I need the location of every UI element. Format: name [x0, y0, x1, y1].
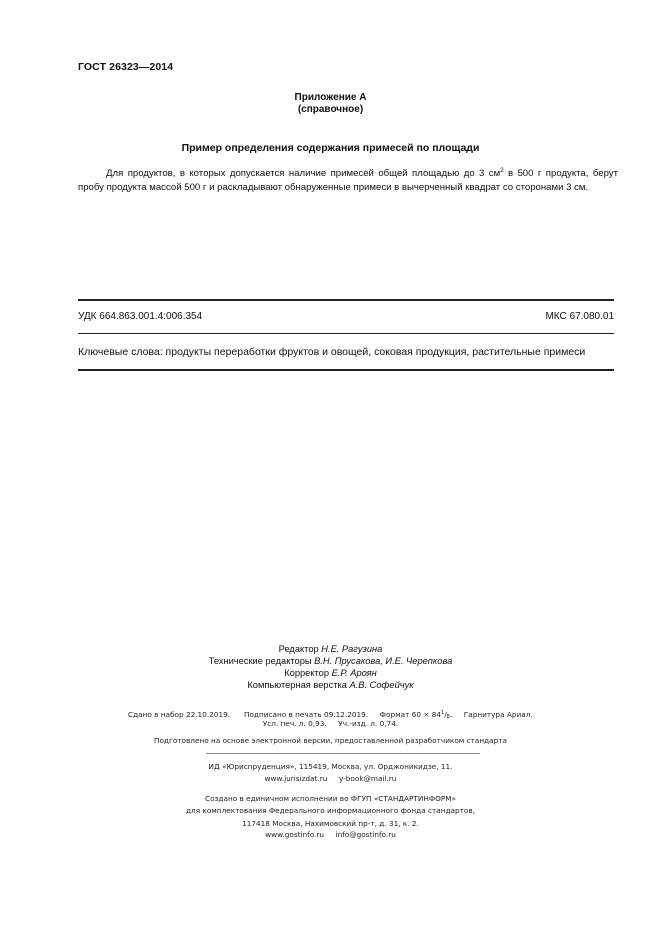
paragraph-text-2: в 500 г продукта, берут пробу продукта массой 500 г и раскладывают обнаруженные примеси в вычерченный квадрат со сторонами 3 см. [78, 168, 618, 193]
imprint-set-date: Сдано в набор 22.10.2019. [128, 710, 231, 719]
imprint-sign-date: Подписано в печать 09.12.2019. [243, 710, 369, 719]
separator-line [206, 753, 480, 754]
publisher-address-2: 117418 Москва, Нахимовский пр-т, д. 31, к. 2. [242, 819, 419, 828]
udk-code: УДК 664.863.001.4:006.354 [78, 311, 203, 322]
imprint-typeface: Гарнитура Ариал. [463, 710, 533, 719]
mks-code: МКС 67.080.01 [545, 311, 614, 322]
publisher-fund: для комплектования Федерального информационного фонда стандартов, [186, 806, 475, 815]
publisher-contacts: www.jurisizdat.ru y-book@mail.ru [264, 774, 397, 783]
paragraph-text-1: Для продуктов, в которых допускается наличие примесей общей площадью до 3 см [106, 168, 501, 179]
imprint-format: Формат $60 \times 84^1/_8$. [379, 710, 453, 720]
divider-bottom [78, 369, 614, 371]
format-numerator: 1 [441, 710, 445, 716]
editor-label: Редактор [278, 644, 322, 654]
body-paragraph [78, 167, 618, 195]
credits-editor [0, 643, 661, 656]
tech-names: В.Н. Прусакова, И.Е. Черепкова [314, 656, 453, 666]
section-title: Пример определения содержания примесей по площади [181, 142, 480, 154]
imprint-line-3: Подготовлено на основе электронной версии, предоставленной разработчиком стандарта [153, 736, 508, 745]
format-denominator: 8 [446, 714, 450, 720]
layout-name: А.В. Софейчук [349, 680, 414, 690]
editor-name: Н.Е. Рагузина [321, 644, 383, 654]
credits-corrector [0, 667, 661, 680]
credits-tech-editors [0, 655, 661, 668]
publisher-created: Создано в единичном исполнении во ФГУП «СТАНДАРТИНФОРМ» [204, 794, 457, 803]
corrector-label: Корректор [284, 668, 332, 678]
divider-top [78, 299, 614, 301]
imprint-format-text: Формат 60 × 84 [379, 710, 442, 719]
tech-label: Технические редакторы [208, 656, 315, 666]
publisher-address: ИД «Юриспруденция», 115419, Москва, ул. Орджоникидзе, 11. [208, 762, 453, 771]
publisher-contacts-2: www.gostinfo.ru info@gostinfo.ru [265, 830, 396, 839]
divider-middle [78, 333, 614, 334]
corrector-name: Е.Р. Ароян [331, 668, 377, 678]
appendix-title: Приложение А [294, 92, 367, 103]
imprint-line-2: Усл. печ. л. 0,93. Уч.-изд. л. 0,74. [262, 719, 399, 728]
appendix-subtitle: (справочное) [297, 104, 364, 115]
document-code: ГОСТ 26323—2014 [78, 61, 174, 73]
credits-layout [0, 679, 661, 692]
layout-label: Компьютерная верстка [247, 680, 350, 690]
keywords: Ключевые слова: продукты переработки фруктов и овощей, соковая продукция, растительные примеси [78, 346, 586, 358]
superscript-unit: 2 [500, 168, 504, 174]
